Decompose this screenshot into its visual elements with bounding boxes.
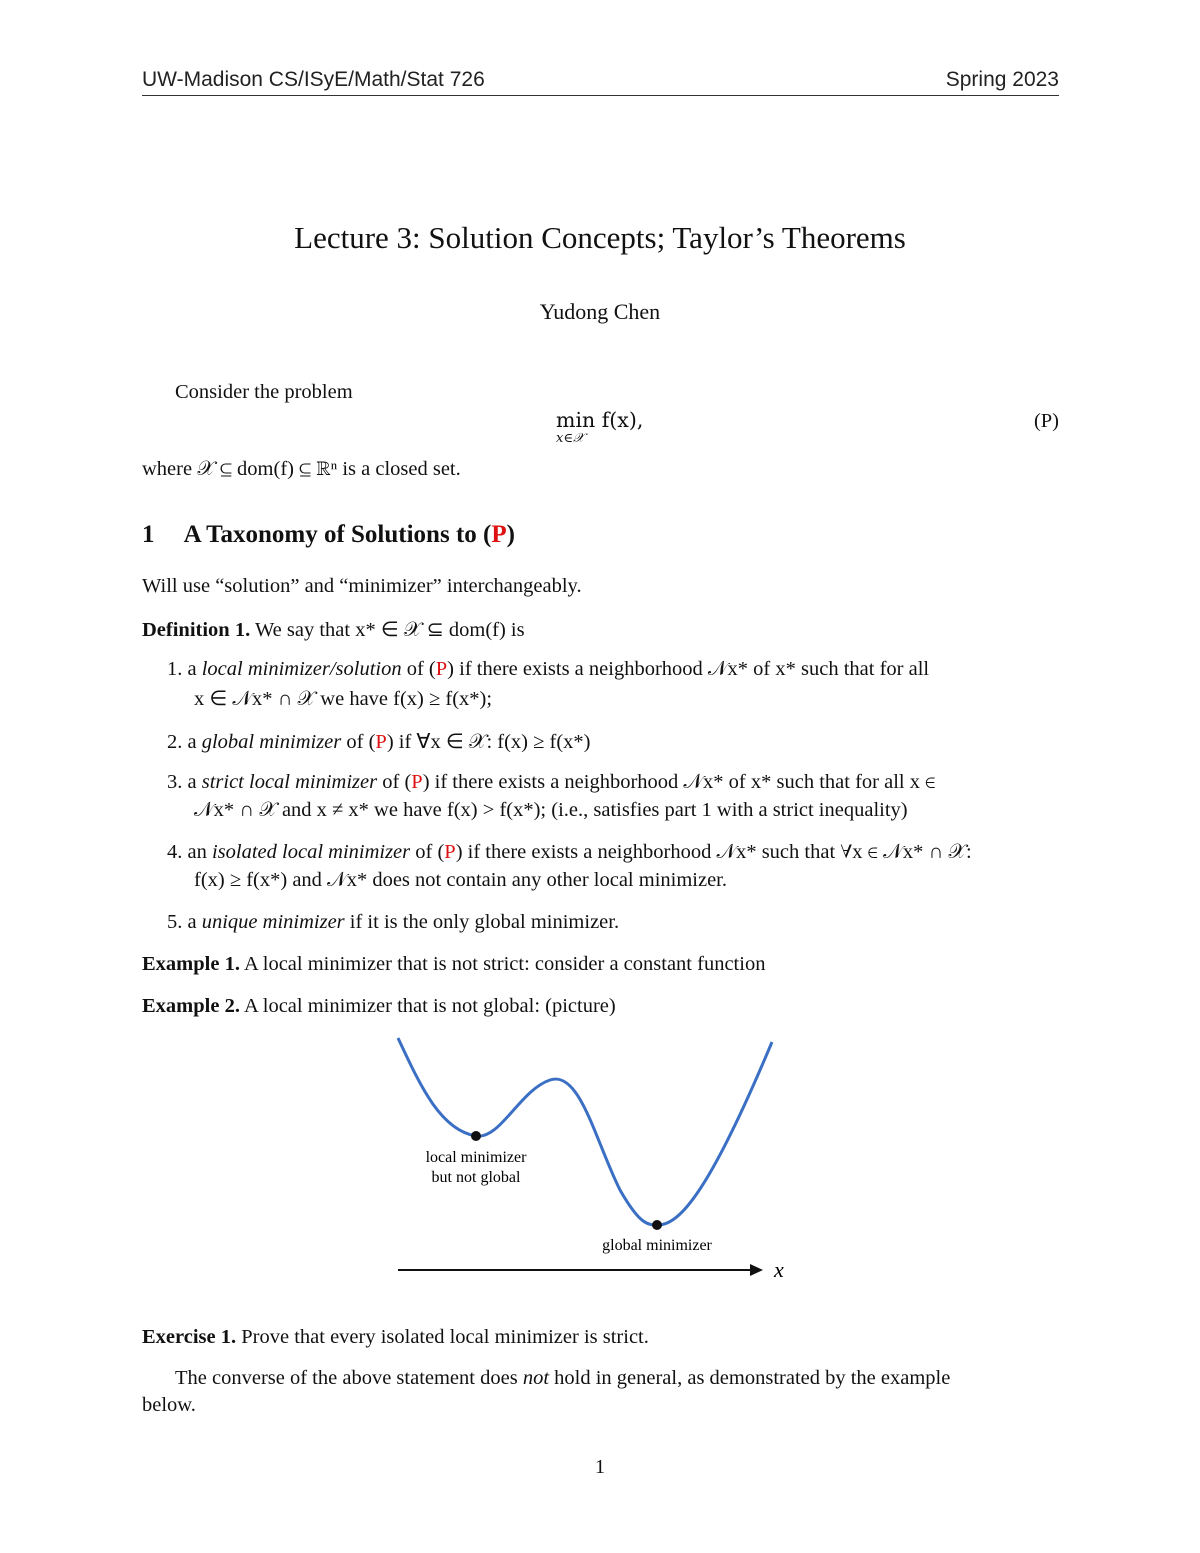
list-item — [167, 771, 935, 794]
section-title-pre: A Taxonomy of Solutions to ( — [183, 521, 492, 548]
example-2 — [142, 995, 616, 1018]
author: Yudong Chen — [539, 299, 661, 324]
local-minimizer-label: local minimizer — [425, 1149, 527, 1166]
converse-pre: The converse of the above statement does — [175, 1367, 518, 1389]
item-ref[interactable]: P — [444, 841, 456, 863]
item-post: ) if ∀x ∈ 𝒳: f(x) ≥ f(x*) — [386, 731, 591, 753]
item-term: strict local minimizer — [201, 771, 378, 793]
section-title-post: ) — [506, 521, 515, 548]
global-minimizer-label: global minimizer — [602, 1237, 712, 1254]
header-rule — [142, 95, 1059, 96]
section-title-ref[interactable]: P — [491, 521, 507, 548]
item-term: global minimizer — [201, 731, 342, 753]
running-header-right: Spring 2023 — [945, 68, 1059, 91]
definition-line — [142, 617, 525, 642]
local-minimizer-point — [471, 1131, 481, 1141]
item-term: unique minimizer — [201, 911, 345, 933]
list-item-continuation: x ∈ 𝒩x* ∩ 𝒳 we have f(x) ≥ f(x*); — [194, 688, 493, 710]
page-number: 1 — [594, 1456, 606, 1478]
equation-subscript: x∈𝒳 — [556, 431, 585, 446]
item-mid: of ( — [382, 771, 412, 793]
converse-paragraph — [175, 1367, 950, 1390]
problem-equation — [556, 408, 643, 432]
exercise-text: Prove that every isolated local minimizer is strict. — [241, 1326, 649, 1348]
item-ref[interactable]: P — [435, 658, 448, 680]
will-use-text: Will use “solution” and “minimizer” interchangeably. — [142, 575, 582, 597]
item-post: ) if there exists a neighborhood 𝒩x* such that ∀x ∈ 𝒩x* ∩ 𝒳: — [455, 841, 972, 863]
example-text: A local minimizer that is not strict: consider a constant function — [243, 953, 766, 975]
item-term: local minimizer/solution — [201, 658, 402, 680]
x-axis-arrowhead — [750, 1264, 763, 1276]
local-minimizer-label-2: but not global — [431, 1169, 521, 1186]
item-ref[interactable]: P — [375, 731, 387, 753]
equation-main: min f(x), — [556, 408, 644, 432]
equation-tag: (P) — [1033, 410, 1059, 432]
item-number: 4. — [167, 841, 183, 863]
item-post: ) if there exists a neighborhood 𝒩x* of x* such that for all x ∈ — [422, 771, 936, 793]
item-mid: of ( — [406, 658, 436, 680]
item-pre: a — [187, 771, 197, 793]
list-item-continuation: 𝒩x* ∩ 𝒳 and x ≠ x* we have f(x) > f(x*); (i.e., satisfies part 1 with a strict inequality) — [194, 799, 908, 821]
item-number: 5. — [167, 911, 183, 933]
converse-em: not — [522, 1367, 550, 1389]
x-axis-label: x — [774, 1257, 784, 1282]
item-ref[interactable]: P — [411, 771, 423, 793]
item-number: 2. — [167, 731, 183, 753]
item-pre: a — [187, 731, 197, 753]
item-pre: a — [187, 911, 197, 933]
definition-label: Definition 1. — [142, 619, 251, 641]
item-post: ) if there exists a neighborhood 𝒩x* of x* such that for all — [447, 658, 930, 680]
list-item — [167, 841, 972, 864]
item-number: 1. — [167, 658, 183, 680]
example-1 — [142, 953, 765, 976]
example-text: A local minimizer that is not global: (picture) — [243, 995, 616, 1017]
example-label: Example 2. — [142, 995, 240, 1017]
section-number: 1 — [142, 521, 155, 548]
example-label: Example 1. — [142, 953, 240, 975]
global-minimizer-point — [652, 1220, 662, 1230]
running-header-left: UW-Madison CS/ISyE/Math/Stat 726 — [142, 68, 485, 91]
exercise-label: Exercise 1. — [142, 1326, 237, 1348]
list-item — [167, 911, 619, 934]
item-mid: of ( — [346, 731, 376, 753]
item-term: isolated local minimizer — [211, 841, 411, 863]
function-curve — [398, 1038, 772, 1225]
converse-continuation: below. — [142, 1394, 196, 1416]
intro-consider: Consider the problem — [175, 381, 353, 403]
item-pre: an — [187, 841, 207, 863]
definition-text: We say that x* ∈ 𝒳 ⊆ dom(f) is — [254, 619, 525, 641]
exercise-1 — [142, 1326, 649, 1349]
list-item — [167, 729, 590, 754]
page-title: Lecture 3: Solution Concepts; Taylor’s Theorems — [294, 220, 906, 255]
item-mid: of ( — [415, 841, 445, 863]
item-post: if it is the only global minimizer. — [349, 911, 620, 933]
item-number: 3. — [167, 771, 183, 793]
converse-post: hold in general, as demonstrated by the example — [554, 1367, 951, 1389]
list-item-continuation: f(x) ≥ f(x*) and 𝒩x* does not contain any other local minimizer. — [194, 869, 727, 891]
minimizer-figure — [380, 1030, 800, 1290]
item-pre: a — [187, 658, 197, 680]
section-heading — [142, 521, 515, 549]
intro-where: where 𝒳 ⊆ dom(f) ⊆ ℝⁿ is a closed set. — [142, 458, 461, 480]
list-item — [167, 658, 929, 681]
